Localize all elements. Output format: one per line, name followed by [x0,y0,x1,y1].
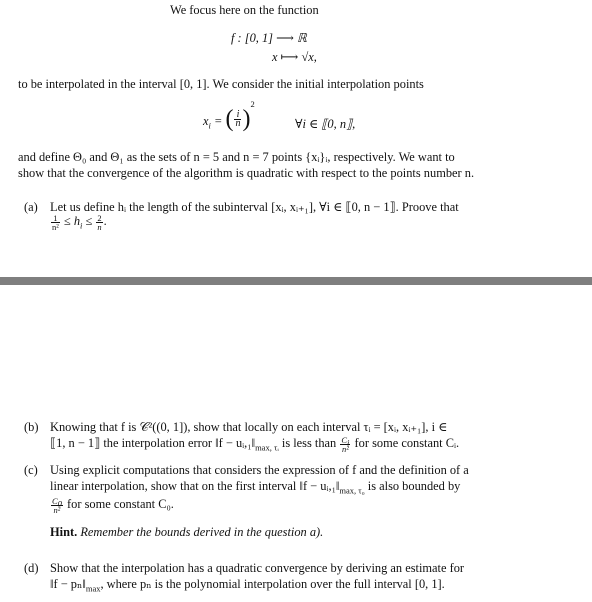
interp-text: to be interpolated in the interval [0, 1]. We consider the initial interpolation points [18,77,424,91]
question-a-text: Let us define hᵢ the length of the subinterval [xᵢ, xᵢ₊₁], ∀i ∈ ⟦0, n − 1⟧. Proove that [50,200,459,214]
function-def-1: f : [0, 1] ⟶ ℝ [231,31,307,45]
hint-line [50,524,323,540]
question-c-text-2: linear interpolation, show that on the first interval ‖f − uᵢ,₁‖ [50,479,340,493]
hint-text: Remember the bounds derived in the question a). [80,525,324,539]
forall-text: ∀i ∈ ⟦0, n⟧, [295,117,356,131]
define-line-1 [18,149,455,165]
define-text-2: show that the convergence of the algorithm is quadratic with respect to the points number n. [18,166,475,180]
question-b-line-1 [50,419,447,435]
function-def-line-2 [272,49,317,65]
question-c-line-1 [50,462,469,478]
points-lhs: $x_i$ = [203,114,223,131]
question-c-text-3: is also bounded by [367,479,461,493]
forall-cond [295,116,355,132]
function-def-2: x ⟼ √x, [272,50,317,64]
question-b-label: (b) [24,420,39,434]
question-b-text-1: Knowing that f is 𝒞²((0, 1]), show that locally on each interval τᵢ = [xᵢ, xᵢ₊₁], i ∈ [50,420,448,434]
define-text-1: and define Θ₀ and Θ₁ as the sets of n = 5 and n = 7 points {xᵢ}ᵢ, respectively. We want to [18,150,455,164]
function-def-line-1 [231,30,307,46]
question-a-label: (a) [24,200,38,214]
question-b-text-3: is less than [281,436,337,450]
page-divider [0,277,592,285]
hint-label: Hint. [50,525,78,539]
question-d-text-1: Show that the interpolation has a quadratic convergence by deriving an estimate for [50,561,465,575]
question-c-text-1: Using explicit computations that considers the expression of f and the definition of a [50,463,469,477]
question-d-text-3: , where pₙ is the polynomial interpolation over the full interval [0, 1]. [100,577,445,591]
points-formula [203,99,255,133]
define-line-2 [18,165,474,181]
question-b-text-4: for some constant Cᵢ. [354,436,460,450]
question-d-line-2: ‖f − $p_n‖_{max}$, where pₙ is the polynomial interpolation over the full interval [0, 1]. [50,577,445,594]
question-d-line-1 [50,560,464,576]
question-b-line-2: ⟦1, n − 1⟧ the interpolation error ‖f − $uᵢ,_1‖_{max, \tau ᵢ}$ is less than $\frac{C_i}{\text{n²}}$ for some constant Cᵢ. [50,434,460,454]
question-c-text-4: for some constant C₀. [67,497,174,511]
question-d-text-2: ‖f − pₙ‖ [50,577,86,591]
interp-line [18,76,424,92]
question-b-text-2: ⟦1, n − 1⟧ the interpolation error ‖f − uᵢ,₁‖ [50,436,256,450]
question-c-label: (c) [24,463,38,477]
points-rhs: ( $\frac{i}{n}$ )$^2$ [225,99,255,133]
question-c-line-3: $\frac{C_0}{\text{n²}}$ for some constant C₀. [52,495,174,515]
intro-line [170,2,319,18]
question-a-line-1 [50,199,459,215]
question-c-line-2: linear interpolation, show that on the first interval ‖f − $uᵢ,_1‖_{max, \tau_0}$ is also bounded by [50,479,461,496]
question-a-line-2: $\frac{1}{\text{n²}}$ ≤ $h_i$ ≤ $\frac{2}{n}$ . [52,212,107,232]
intro-text: We focus here on the function [170,3,319,17]
question-d-label: (d) [24,561,39,575]
